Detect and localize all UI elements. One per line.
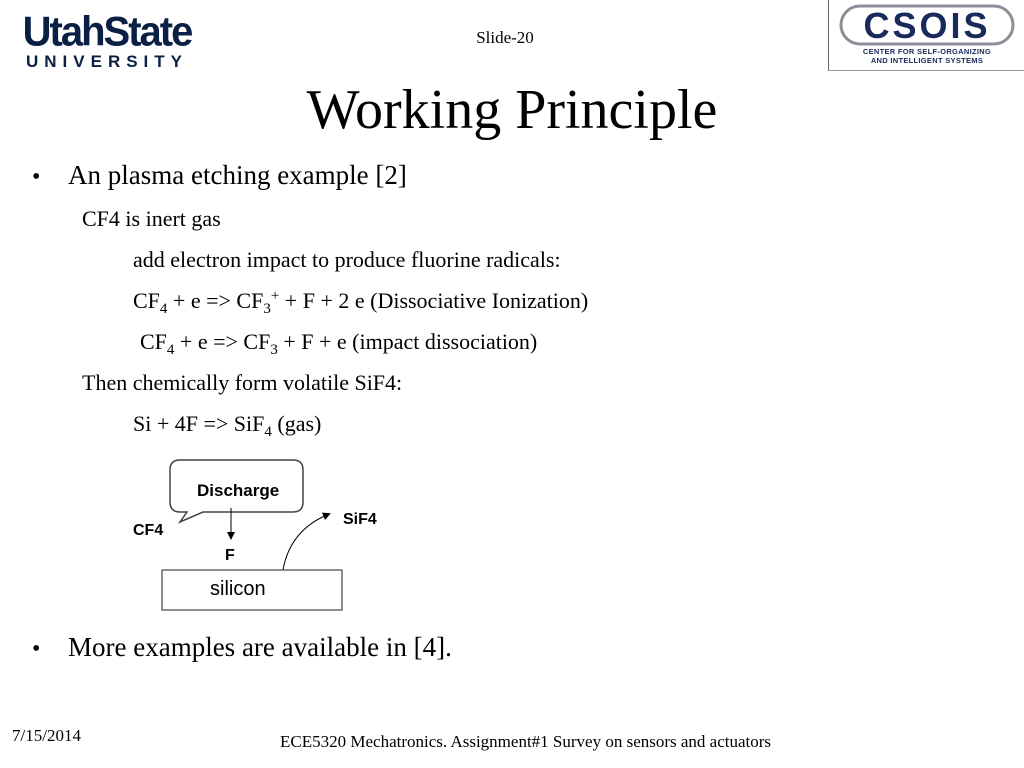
bullet-marker: • xyxy=(32,636,41,662)
plasma-etching-diagram xyxy=(125,450,405,620)
eq1-sub-a: 4 xyxy=(159,301,168,317)
eq1-sub-b: 3 xyxy=(263,301,271,317)
line-electron-impact: add electron impact to produce fluorine radicals: xyxy=(133,247,561,272)
bullet-marker: • xyxy=(32,164,41,190)
eq2-part-c: + F + e (impact dissociation) xyxy=(277,329,538,354)
equation-dissociative-ionization xyxy=(133,287,588,315)
csois-logo-line1: CENTER FOR SELF-ORGANIZING xyxy=(862,47,992,56)
usu-logo-subtitle: UNIVERSITY xyxy=(25,52,189,71)
eq1-part-a: CF xyxy=(133,288,160,313)
eq1-part-b: + e => CF xyxy=(167,288,264,313)
slide-title: Working Principle xyxy=(306,79,718,141)
footer-course: ECE5320 Mechatronics. Assignment#1 Survey on sensors and actuators xyxy=(280,732,772,751)
line-volatile-sif4: Then chemically form volatile SiF4: xyxy=(82,370,403,395)
eq1-part-c: + F + 2 e (Dissociative Ionization) xyxy=(279,288,589,313)
equation-impact-dissociation xyxy=(140,328,537,356)
eq3-part-b: (gas) xyxy=(271,411,322,436)
bullet-text-2: More examples are available in [4]. xyxy=(68,632,452,662)
eq2-part-a: CF xyxy=(140,329,167,354)
eq2-part-b: + e => CF xyxy=(174,329,271,354)
usu-logo-wordmark: UtahState xyxy=(22,8,192,56)
slide-number: Slide-20 xyxy=(476,28,534,47)
sif4-arrow xyxy=(283,514,329,570)
eq3-sub-a: 4 xyxy=(264,424,272,440)
eq2-sub-a: 4 xyxy=(166,342,175,358)
csois-logo-mark xyxy=(839,4,1015,46)
equation-sif4 xyxy=(133,410,321,438)
line-cf4-inert: CF4 is inert gas xyxy=(82,206,221,231)
csois-logo-line2: AND INTELLIGENT SYSTEMS xyxy=(870,56,984,65)
csois-logo xyxy=(828,0,1024,71)
usu-logo xyxy=(14,8,200,74)
f-label: F xyxy=(225,547,235,564)
footer-date: 7/15/2014 xyxy=(12,726,81,745)
eq3-part-a: Si + 4F => SiF xyxy=(133,411,265,436)
cf4-label: CF4 xyxy=(133,522,164,539)
bullet-text-1: An plasma etching example [2] xyxy=(68,160,407,190)
eq1-sup-b: + xyxy=(270,288,280,304)
eq2-sub-b: 3 xyxy=(270,342,278,358)
sif4-label: SiF4 xyxy=(343,511,377,528)
discharge-label: Discharge xyxy=(197,481,280,500)
csois-logo-text: CSOIS xyxy=(863,5,991,46)
silicon-label: silicon xyxy=(210,578,266,600)
